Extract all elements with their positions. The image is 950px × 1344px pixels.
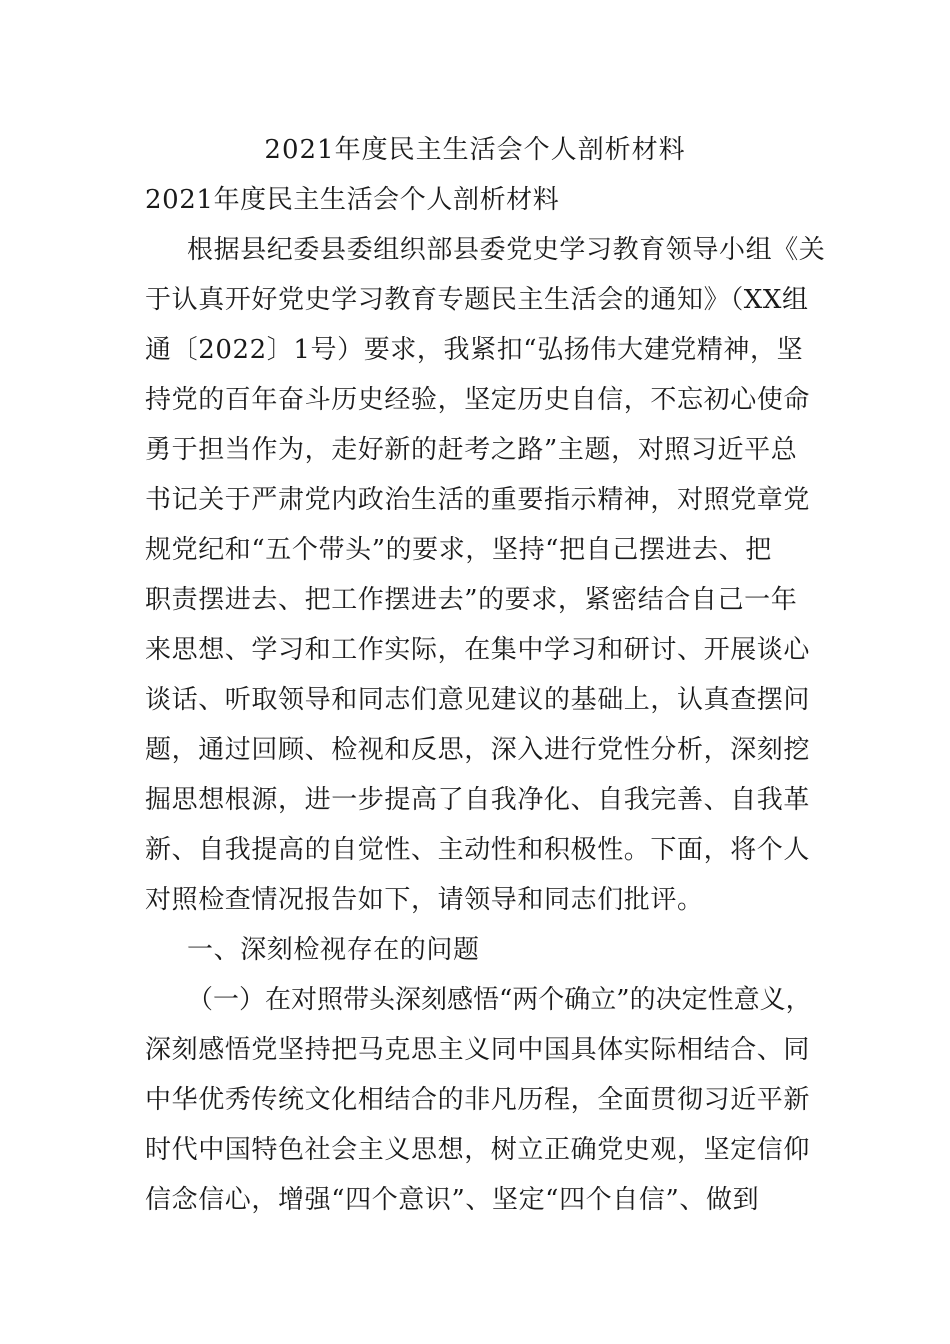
paragraph-line: 根据县纪委县委组织部县委党史学习教育领导小组《关 <box>187 235 826 265</box>
paragraph-line: 持党的百年奋斗历史经验，坚定历史自信，不忘初心使命 <box>145 385 811 415</box>
paragraph-line: 对照检查情况报告如下，请领导和同志们批评。 <box>145 885 704 915</box>
paragraph-line: 通〔2022〕1号）要求，我紧扣“弘扬伟大建党精神，坚 <box>145 335 804 365</box>
paragraph-line: 掘思想根源，进一步提高了自我净化、自我完善、自我革 <box>145 785 811 815</box>
paragraph-line: 书记关于严肃党内政治生活的重要指示精神，对照党章党 <box>145 485 811 515</box>
section-heading: 一、深刻检视存在的问题 <box>187 935 480 965</box>
paragraph-line: 中华优秀传统文化相结合的非凡历程，全面贯彻习近平新 <box>145 1085 811 1115</box>
paragraph-line: 规党纪和“五个带头”的要求，坚持“把自己摆进去、把 <box>145 535 772 565</box>
paragraph-line: 勇于担当作为，走好新的赶考之路”主题，对照习近平总 <box>145 435 798 465</box>
paragraph-line: 于认真开好党史学习教育专题民主生活会的通知》（XX组 <box>145 285 809 315</box>
paragraph-line: （一）在对照带头深刻感悟“两个确立”的决定性意义， <box>187 985 812 1015</box>
paragraph-line: 谈话、听取领导和同志们意见建议的基础上，认真查摆问 <box>145 685 811 715</box>
document-title: 2021年度民主生活会个人剖析材料 <box>264 135 686 165</box>
paragraph-line: 深刻感悟党坚持把马克思主义同中国具体实际相结合、同 <box>145 1035 811 1065</box>
paragraph-line: 来思想、学习和工作实际，在集中学习和研讨、开展谈心 <box>145 635 811 665</box>
document-subtitle: 2021年度民主生活会个人剖析材料 <box>145 185 560 215</box>
paragraph-line: 职责摆进去、把工作摆进去”的要求，紧密结合自己一年 <box>145 585 798 615</box>
paragraph-line: 题，通过回顾、检视和反思，深入进行党性分析，深刻挖 <box>145 735 811 765</box>
paragraph-line: 时代中国特色社会主义思想，树立正确党史观，坚定信仰 <box>145 1135 811 1165</box>
paragraph-line: 信念信心，增强“四个意识”、坚定“四个自信”、做到 <box>145 1185 760 1215</box>
paragraph-line: 新、自我提高的自觉性、主动性和积极性。下面，将个人 <box>145 835 811 865</box>
